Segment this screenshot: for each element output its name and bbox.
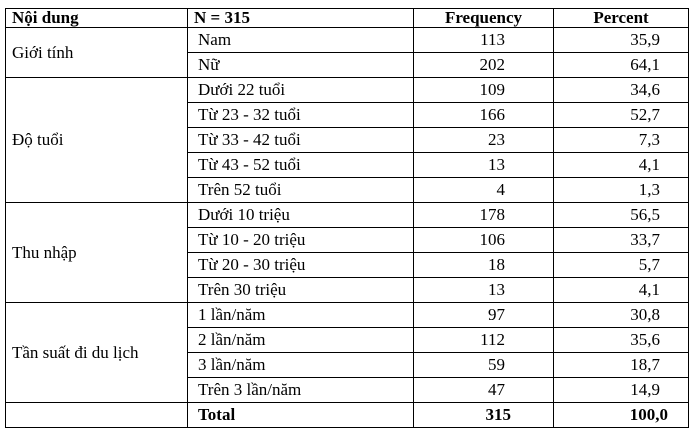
total-percent: 100,0 bbox=[554, 403, 689, 428]
row-label: 1 lần/năm bbox=[188, 303, 414, 328]
total-frequency: 315 bbox=[414, 403, 554, 428]
table-row bbox=[6, 28, 689, 53]
header-category: Nội dung bbox=[6, 9, 188, 28]
category-gender: Giới tính bbox=[6, 28, 188, 78]
row-percent: 14,9 bbox=[554, 378, 689, 403]
category-travel-frequency: Tần suất đi du lịch bbox=[6, 303, 188, 403]
row-frequency: 202 bbox=[414, 53, 554, 78]
row-percent: 18,7 bbox=[554, 353, 689, 378]
row-percent: 4,1 bbox=[554, 153, 689, 178]
row-label: Từ 33 - 42 tuổi bbox=[188, 128, 414, 153]
row-percent: 7,3 bbox=[554, 128, 689, 153]
row-frequency: 178 bbox=[414, 203, 554, 228]
row-label: Từ 23 - 32 tuổi bbox=[188, 103, 414, 128]
row-percent: 34,6 bbox=[554, 78, 689, 103]
row-frequency: 166 bbox=[414, 103, 554, 128]
total-label: Total bbox=[188, 403, 414, 428]
row-label: Dưới 22 tuổi bbox=[188, 78, 414, 103]
table-row bbox=[6, 78, 689, 103]
row-frequency: 23 bbox=[414, 128, 554, 153]
row-frequency: 106 bbox=[414, 228, 554, 253]
row-percent: 1,3 bbox=[554, 178, 689, 203]
row-frequency: 112 bbox=[414, 328, 554, 353]
header-frequency: Frequency bbox=[414, 9, 554, 28]
header-n: N = 315 bbox=[188, 9, 414, 28]
row-percent: 35,9 bbox=[554, 28, 689, 53]
row-label: Trên 30 triệu bbox=[188, 278, 414, 303]
row-label: Từ 10 - 20 triệu bbox=[188, 228, 414, 253]
row-frequency: 97 bbox=[414, 303, 554, 328]
header-percent: Percent bbox=[554, 9, 689, 28]
row-percent: 35,6 bbox=[554, 328, 689, 353]
category-income: Thu nhập bbox=[6, 203, 188, 303]
table-row bbox=[6, 203, 689, 228]
row-label: Trên 52 tuổi bbox=[188, 178, 414, 203]
total-spacer bbox=[6, 403, 188, 428]
row-frequency: 4 bbox=[414, 178, 554, 203]
row-label: 2 lần/năm bbox=[188, 328, 414, 353]
row-label: Trên 3 lần/năm bbox=[188, 378, 414, 403]
row-percent: 5,7 bbox=[554, 253, 689, 278]
row-percent: 56,5 bbox=[554, 203, 689, 228]
row-label: 3 lần/năm bbox=[188, 353, 414, 378]
row-label: Dưới 10 triệu bbox=[188, 203, 414, 228]
row-label: Nam bbox=[188, 28, 414, 53]
row-percent: 30,8 bbox=[554, 303, 689, 328]
row-frequency: 47 bbox=[414, 378, 554, 403]
row-percent: 64,1 bbox=[554, 53, 689, 78]
row-frequency: 109 bbox=[414, 78, 554, 103]
row-percent: 33,7 bbox=[554, 228, 689, 253]
table-row bbox=[6, 303, 689, 328]
row-frequency: 18 bbox=[414, 253, 554, 278]
row-label: Từ 43 - 52 tuổi bbox=[188, 153, 414, 178]
total-row bbox=[6, 403, 689, 428]
row-frequency: 59 bbox=[414, 353, 554, 378]
header-row bbox=[6, 9, 689, 28]
row-percent: 52,7 bbox=[554, 103, 689, 128]
row-percent: 4,1 bbox=[554, 278, 689, 303]
row-frequency: 13 bbox=[414, 278, 554, 303]
row-frequency: 13 bbox=[414, 153, 554, 178]
category-age: Độ tuổi bbox=[6, 78, 188, 203]
row-label: Từ 20 - 30 triệu bbox=[188, 253, 414, 278]
row-frequency: 113 bbox=[414, 28, 554, 53]
demographics-table bbox=[5, 8, 689, 428]
row-label: Nữ bbox=[188, 53, 414, 78]
